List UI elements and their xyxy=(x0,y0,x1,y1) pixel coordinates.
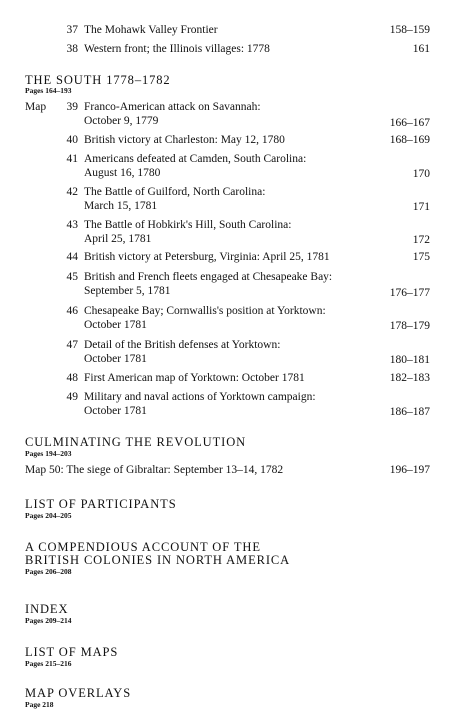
entry-title-cont: April 25, 1781 xyxy=(84,233,152,245)
entry-title: Detail of the British defenses at Yorktown: xyxy=(84,339,281,351)
section-pages: Pages 206–208 xyxy=(25,567,72,576)
entry-number: 42 xyxy=(66,186,78,198)
entry-number: 43 xyxy=(66,219,78,231)
entry-title-cont: October 1781 xyxy=(84,319,147,331)
section-heading: A COMPENDIOUS ACCOUNT OF THE xyxy=(25,540,261,554)
section-pages: Page 218 xyxy=(25,700,54,709)
section-heading: LIST OF PARTICIPANTS xyxy=(25,497,177,511)
section-heading: THE SOUTH 1778–1782 xyxy=(25,73,171,87)
entry-title: British victory at Petersburg, Virginia: April 25, 1781 xyxy=(84,251,330,263)
entry-title: Chesapeake Bay; Cornwallis's position at Yorktown: xyxy=(84,305,326,317)
entry-number: 38 xyxy=(66,43,78,55)
entry-pages: 171 xyxy=(412,201,430,213)
entry-pages: 178–179 xyxy=(389,320,430,332)
entry-pages: 186–187 xyxy=(389,406,430,418)
entry-title: The Battle of Guilford, North Carolina: xyxy=(84,186,266,198)
section-pages: Pages 215–216 xyxy=(25,659,72,668)
entry-title: Western front; the Illinois villages: 1778 xyxy=(84,43,270,55)
section-pages: Pages 194–203 xyxy=(25,449,72,458)
entry-pages: 166–167 xyxy=(389,117,430,129)
entry-title: Americans defeated at Camden, South Carolina: xyxy=(84,153,307,165)
entry-pages: 176–177 xyxy=(389,287,430,299)
entry-number: 44 xyxy=(66,251,78,263)
section-heading: MAP OVERLAYS xyxy=(25,686,132,700)
entry-title: British and French fleets engaged at Chesapeake Bay: xyxy=(84,271,333,283)
entry-pages: 182–183 xyxy=(389,372,430,384)
entry-number: 47 xyxy=(66,339,78,351)
entry-title: Map 50: The siege of Gibraltar: September 13–14, 1782 xyxy=(25,464,284,476)
entry-title: Franco-American attack on Savannah: xyxy=(84,101,261,113)
entry-number: 49 xyxy=(66,391,78,403)
section-heading: LIST OF MAPS xyxy=(25,645,119,659)
entry-number: 48 xyxy=(66,372,78,384)
entry-title-cont: August 16, 1780 xyxy=(84,167,161,179)
section-heading: CULMINATING THE REVOLUTION xyxy=(25,435,247,449)
entry-title: First American map of Yorktown: October 1781 xyxy=(84,372,305,384)
entry-title-cont: September 5, 1781 xyxy=(84,285,171,297)
entry-pages: 180–181 xyxy=(389,354,430,366)
entry-pages: 175 xyxy=(412,251,430,263)
entry-pages: 170 xyxy=(412,168,430,180)
entry-number: 40 xyxy=(66,134,78,146)
entry-pages: 196–197 xyxy=(389,464,430,476)
entry-number: 37 xyxy=(66,24,78,36)
entry-title: British victory at Charleston: May 12, 1780 xyxy=(84,134,285,146)
entry-number: 46 xyxy=(66,305,78,317)
entry-title: The Mohawk Valley Frontier xyxy=(84,24,218,36)
entry-pages: 161 xyxy=(412,43,430,55)
entry-title-cont: October 1781 xyxy=(84,405,147,417)
entry-number: 39 xyxy=(66,101,78,113)
entry-pages: 172 xyxy=(412,234,430,246)
section-heading: INDEX xyxy=(25,602,69,616)
entry-title-cont: October 9, 1779 xyxy=(84,115,159,127)
section-pages: Pages 204–205 xyxy=(25,511,72,520)
section-pages: Pages 209–214 xyxy=(25,616,72,625)
entry-number: 41 xyxy=(66,153,78,165)
entry-number: 45 xyxy=(66,271,78,283)
entry-title: The Battle of Hobkirk's Hill, South Carolina: xyxy=(84,219,292,231)
entry-pages: 168–169 xyxy=(389,134,430,146)
entry-title: Military and naval actions of Yorktown campaign: xyxy=(84,391,316,403)
section-heading-cont: BRITISH COLONIES IN NORTH AMERICA xyxy=(25,553,291,567)
entry-title-cont: October 1781 xyxy=(84,353,147,365)
entry-pages: 158–159 xyxy=(389,24,430,36)
map-prefix: Map xyxy=(25,101,47,113)
entry-title-cont: March 15, 1781 xyxy=(84,200,158,212)
section-pages: Pages 164–193 xyxy=(25,86,72,95)
